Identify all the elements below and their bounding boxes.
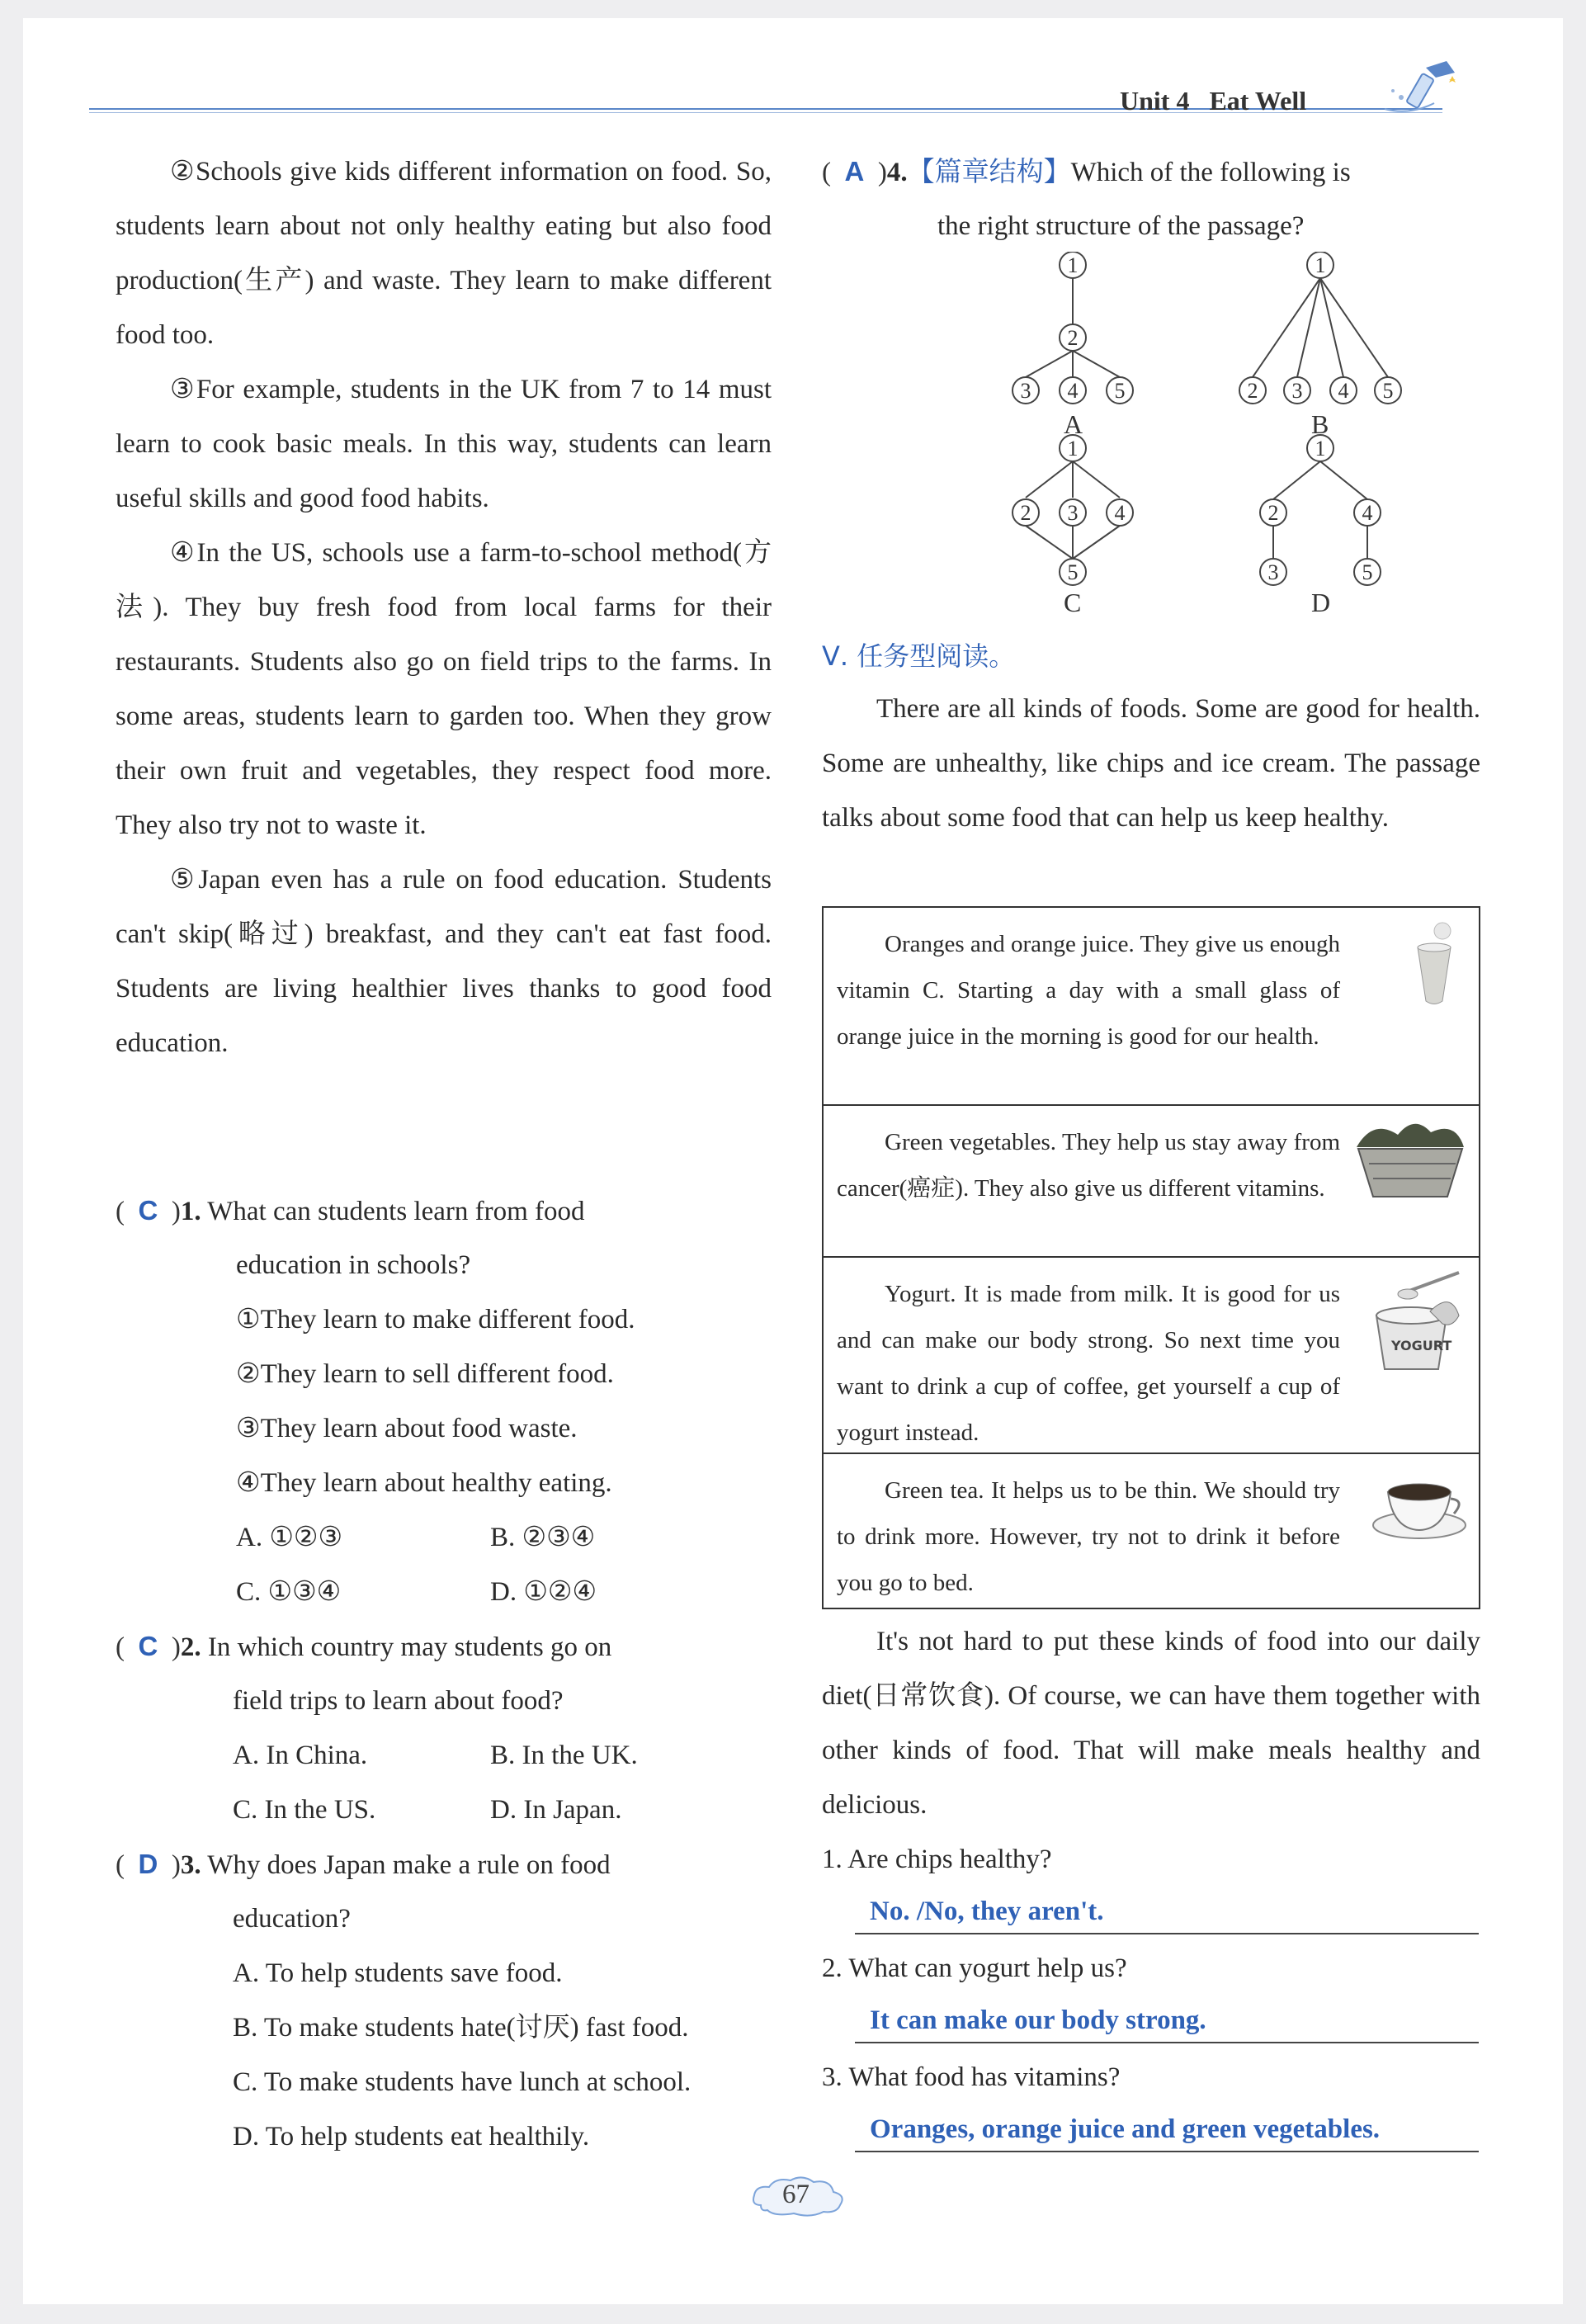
task-question-2: 2. What can yogurt help us?	[822, 1953, 1127, 1983]
q2-option-b[interactable]: B. In the UK.	[490, 1741, 638, 1770]
section-5-outro	[822, 1614, 1480, 1832]
q2-stem: In which country may students go on	[207, 1632, 612, 1662]
q1-option-c[interactable]: C. ①③④	[236, 1577, 342, 1607]
passage-left	[116, 144, 772, 1070]
q2-option-c[interactable]: C. In the US.	[233, 1795, 376, 1825]
diagram-node-label: 2	[1267, 501, 1279, 525]
diagram-node-label: 3	[1067, 501, 1079, 525]
diagram-node-label: 2	[1067, 326, 1079, 350]
q2-option-d[interactable]: D. In Japan.	[490, 1795, 622, 1825]
task-question-3: 3. What food has vitamins?	[822, 2062, 1121, 2092]
q3-option-b[interactable]: B. To make students hate(讨厌) fast food.	[233, 2013, 689, 2043]
q3-option-c[interactable]: C. To make students have lunch at school.	[233, 2067, 692, 2097]
q1-item-3: ③They learn about food waste.	[236, 1414, 578, 1443]
passage-paragraph-2: ②Schools give kids different information on food. So, students learn about not only healthy eating but also food production(生产) and waste. They learn to make different food too.	[116, 157, 772, 350]
section-5-title: Ⅴ. 任务型阅读。	[822, 640, 1016, 672]
diagram-node-label: 2	[1247, 379, 1258, 403]
unit-title: Eat Well	[1209, 86, 1307, 116]
q3-stem: Why does Japan make a rule on food	[207, 1850, 611, 1880]
diagram-label-a: A	[1064, 409, 1083, 439]
structure-diagrams	[990, 252, 1452, 631]
answer-line-1	[855, 1933, 1479, 1934]
tea-cup-icon	[1368, 1467, 1470, 1547]
intro-text: There are all kinds of foods. Some are good for health. Some are unhealthy, like chips and ice cream. The passage talks about some food that can help us keep healthy.	[822, 694, 1480, 833]
table-row	[824, 1454, 1479, 1608]
table-row	[824, 908, 1479, 1106]
answer-q1: C	[138, 1195, 158, 1226]
row-text-yogurt: Yogurt. It is made from milk. It is good for us and can make our body strong. So next time you want to drink a cup of coffee, get yourself a cup of yogurt instead.	[837, 1281, 1340, 1446]
diagram-node-label: 1	[1315, 437, 1326, 461]
diagram-node-label: 4	[1338, 379, 1349, 403]
diagram-label-b: B	[1311, 409, 1329, 439]
diagram-node-label: 3	[1267, 560, 1279, 584]
page-number: 67	[782, 2180, 810, 2209]
diagram-node-label: 1	[1067, 253, 1079, 277]
outro-text: It's not hard to put these kinds of food into our daily diet(日常饮食). Of course, we can have them together with other kinds of food. That will make meals healthy and delicious.	[822, 1627, 1480, 1820]
q4-stem-cont: the right structure of the passage?	[937, 211, 1305, 241]
table-row	[824, 1258, 1479, 1454]
q3-number: 3.	[180, 1850, 201, 1880]
vegetable-basket-icon	[1348, 1114, 1472, 1205]
header-unit	[1120, 86, 1306, 116]
passage-paragraph-3: ③For example, students in the UK from 7 to 14 must learn to cook basic meals. In this way, students can learn useful skills and good food habits.	[116, 375, 772, 513]
diagram-node-label: 5	[1114, 379, 1126, 403]
q1-option-d[interactable]: D. ①②④	[490, 1577, 597, 1607]
diagram-node-label: 5	[1382, 379, 1394, 403]
q1-item-4: ④They learn about healthy eating.	[236, 1468, 612, 1498]
q1-option-b[interactable]: B. ②③④	[490, 1523, 596, 1552]
q4-stem: Which of the following is	[1070, 158, 1351, 187]
q3-stem-cont: education?	[233, 1904, 351, 1934]
juice-glass-icon	[1401, 914, 1467, 1013]
diagram-node-label: 3	[1020, 379, 1031, 403]
diagram-node-label: 4	[1114, 501, 1126, 525]
passage-paragraph-4: ④In the US, schools use a farm-to-school method(方法). They buy fresh food from local farms for their restaurants. Students also go on field trips to the farms. In some areas, students learn to garden too. When they grow their own fruit and vegetables, they respect food more. They also try not to waste it.	[116, 538, 772, 840]
answer-q2: C	[138, 1631, 158, 1661]
passage-paragraph-5: ⑤Japan even has a rule on food education. Students can't skip(略过) breakfast, and they can't eat fast food. Students are living healthier lives thanks to good food education.	[116, 865, 772, 1058]
diagram-node-label: 5	[1067, 560, 1079, 584]
table-row	[824, 1106, 1479, 1258]
section-5-intro	[822, 682, 1480, 845]
diagram-node-label: 5	[1362, 560, 1373, 584]
q2-number: 2.	[180, 1632, 201, 1662]
question-4: ( A )4.【篇章结构】Which of the following is	[822, 155, 1351, 187]
task-answer-2[interactable]: It can make our body strong.	[870, 2005, 1206, 2035]
answer-q3: D	[138, 1849, 158, 1879]
diagram-node-label: 4	[1362, 501, 1373, 525]
diagram-label-c: C	[1064, 588, 1082, 617]
q1-option-a[interactable]: A. ①②③	[236, 1523, 343, 1552]
q1-stem-cont: education in schools?	[236, 1250, 471, 1280]
diagram-node-label: 1	[1067, 437, 1079, 461]
row-text-orange: Oranges and orange juice. They give us enough vitamin C. Starting a day with a small glass of orange juice in the morning is good for our health.	[837, 931, 1340, 1050]
question-1: ( C )1. What can students learn from food	[116, 1195, 585, 1226]
q1-item-1: ①They learn to make different food.	[236, 1305, 635, 1334]
q2-option-a[interactable]: A. In China.	[233, 1741, 368, 1770]
q1-stem: What can students learn from food	[207, 1197, 585, 1226]
yogurt-icon	[1360, 1266, 1467, 1382]
yogurt-label: YOGURT	[1391, 1338, 1452, 1353]
q3-option-d[interactable]: D. To help students eat healthily.	[233, 2122, 590, 2152]
q4-number: 4.	[886, 158, 908, 187]
row-text-vegetables: Green vegetables. They help us stay away from cancer(癌症). They also give us different vitamins.	[837, 1129, 1340, 1202]
row-text-tea: Green tea. It helps us to be thin. We should try to drink more. However, try not to drink it before you go to bed.	[837, 1477, 1340, 1596]
q2-stem-cont: field trips to learn about food?	[233, 1686, 564, 1716]
task-question-1: 1. Are chips healthy?	[822, 1845, 1052, 1874]
answer-line-2	[855, 2042, 1479, 2043]
question-3: ( D )3. Why does Japan make a rule on food	[116, 1849, 611, 1880]
task-answer-3[interactable]: Oranges, orange juice and green vegetables.	[870, 2114, 1381, 2144]
diagram-node-label: 4	[1067, 379, 1079, 403]
question-2: ( C )2. In which country may students go on	[116, 1631, 612, 1662]
task-answer-1[interactable]: No. /No, they aren't.	[870, 1897, 1104, 1926]
q1-number: 1.	[180, 1197, 201, 1226]
food-table	[822, 906, 1480, 1609]
answer-line-3	[855, 2151, 1479, 2152]
q3-option-a[interactable]: A. To help students save food.	[233, 1958, 563, 1988]
diagram-node-label: 1	[1315, 253, 1326, 277]
diagram-node-label: 3	[1291, 379, 1303, 403]
answer-q4: A	[844, 156, 865, 187]
q1-item-2: ②They learn to sell different food.	[236, 1359, 614, 1389]
pencil-mascot-icon	[1376, 58, 1467, 124]
diagram-label-d: D	[1311, 588, 1331, 617]
diagram-node-label: 2	[1020, 501, 1031, 525]
unit-label: Unit 4	[1120, 86, 1190, 116]
q4-tag: 【篇章结构】	[907, 155, 1071, 187]
